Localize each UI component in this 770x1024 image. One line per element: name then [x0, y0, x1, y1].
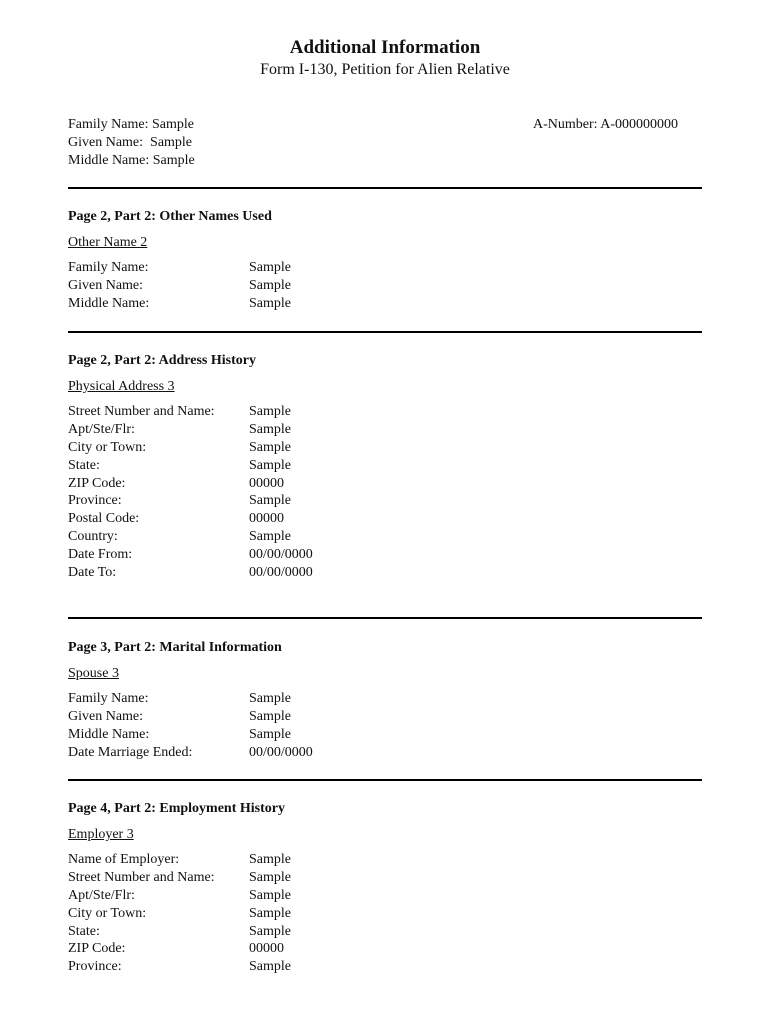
field-value: Sample — [249, 905, 291, 921]
field-row — [68, 726, 702, 744]
field-value: Sample — [249, 260, 291, 275]
field-row — [68, 923, 702, 941]
field-label: Middle Name: — [68, 726, 150, 742]
field-row — [68, 546, 702, 564]
field-label: Family Name: — [68, 691, 149, 706]
field-row — [68, 421, 702, 439]
field-label: Street Number and Name: — [68, 869, 215, 885]
section-address-history — [68, 352, 702, 582]
field-value: Sample — [249, 295, 291, 311]
section-subheading: Physical Address 3 — [68, 379, 175, 394]
field-value: Sample — [249, 852, 291, 867]
field-label: Family Name: — [68, 260, 149, 275]
field-row — [68, 958, 702, 976]
field-value: Sample — [249, 493, 291, 509]
field-value: Sample — [249, 869, 291, 885]
field-row — [68, 851, 702, 869]
field-row — [68, 277, 702, 295]
field-row — [68, 905, 702, 923]
field-row — [68, 940, 702, 958]
field-value: 00/00/0000 — [249, 547, 313, 563]
section-heading: Page 4, Part 2: Employment History — [68, 801, 285, 816]
field-label: ZIP Code: — [68, 941, 126, 957]
divider — [68, 779, 702, 781]
field-row — [68, 690, 702, 708]
page-subtitle: Form I-130, Petition for Alien Relative — [260, 61, 510, 78]
field-value: Sample — [249, 529, 291, 545]
divider — [68, 331, 702, 333]
field-row — [68, 492, 702, 510]
section-subheading: Other Name 2 — [68, 235, 148, 250]
field-row — [68, 259, 702, 277]
field-label: Date To: — [68, 565, 117, 581]
field-label: Apt/Ste/Flr: — [68, 887, 135, 903]
field-label: Province: — [68, 493, 122, 509]
field-label: Date From: — [68, 547, 133, 563]
field-value: Sample — [249, 421, 291, 437]
applicant-names — [68, 116, 195, 170]
field-label: Apt/Ste/Flr: — [68, 421, 135, 437]
field-label: State: — [68, 457, 100, 473]
field-row — [68, 528, 702, 546]
field-row — [68, 295, 702, 313]
section-subheading: Employer 3 — [68, 827, 134, 842]
field-row — [68, 744, 702, 762]
field-value: Sample — [249, 887, 291, 903]
field-row — [68, 475, 702, 493]
field-label: Middle Name: — [68, 295, 150, 311]
divider — [68, 617, 702, 619]
field-label: Given Name: — [68, 277, 144, 293]
field-row — [68, 887, 702, 905]
field-label: Street Number and Name: — [68, 404, 215, 419]
field-row — [68, 439, 702, 457]
section-marital-information — [68, 639, 702, 762]
header-family-name: Family Name: Sample — [68, 117, 194, 132]
divider — [68, 187, 702, 189]
field-value: 00000 — [249, 475, 284, 491]
field-label: Name of Employer: — [68, 852, 180, 867]
field-value: Sample — [249, 404, 291, 419]
field-value: 00/00/0000 — [249, 565, 313, 581]
field-value: Sample — [249, 923, 291, 939]
section-other-names — [68, 208, 702, 313]
section-subheading: Spouse 3 — [68, 666, 119, 681]
field-label: City or Town: — [68, 905, 147, 921]
field-value: Sample — [249, 726, 291, 742]
header-given-name: Given Name: Sample — [68, 135, 193, 150]
page-title: Additional Information — [289, 37, 481, 58]
field-value: 00000 — [249, 941, 284, 957]
header-middle-name: Middle Name: Sample — [68, 153, 195, 168]
field-label: State: — [68, 923, 100, 939]
field-value: Sample — [249, 457, 291, 473]
field-label: Country: — [68, 529, 118, 545]
section-heading: Page 2, Part 2: Address History — [68, 353, 256, 368]
field-row — [68, 708, 702, 726]
a-number: A-Number: A-000000000 — [532, 117, 678, 132]
field-label: Postal Code: — [68, 511, 140, 527]
field-row — [68, 869, 702, 887]
field-value: Sample — [249, 691, 291, 706]
section-employment-history — [68, 800, 702, 976]
field-row — [68, 510, 702, 528]
field-label: ZIP Code: — [68, 475, 126, 491]
field-label: Date Marriage Ended: — [68, 744, 193, 760]
field-value: Sample — [249, 439, 291, 455]
field-label: City or Town: — [68, 439, 147, 455]
field-value: Sample — [249, 708, 291, 724]
field-value: Sample — [249, 277, 291, 293]
field-label: Province: — [68, 959, 122, 975]
field-value: 00/00/0000 — [249, 744, 313, 760]
field-row — [68, 457, 702, 475]
field-value: Sample — [249, 959, 291, 975]
field-row — [68, 564, 702, 582]
field-row — [68, 403, 702, 421]
field-value: 00000 — [249, 511, 284, 527]
section-heading: Page 3, Part 2: Marital Information — [68, 640, 282, 655]
section-heading: Page 2, Part 2: Other Names Used — [68, 209, 272, 224]
field-label: Given Name: — [68, 708, 144, 724]
